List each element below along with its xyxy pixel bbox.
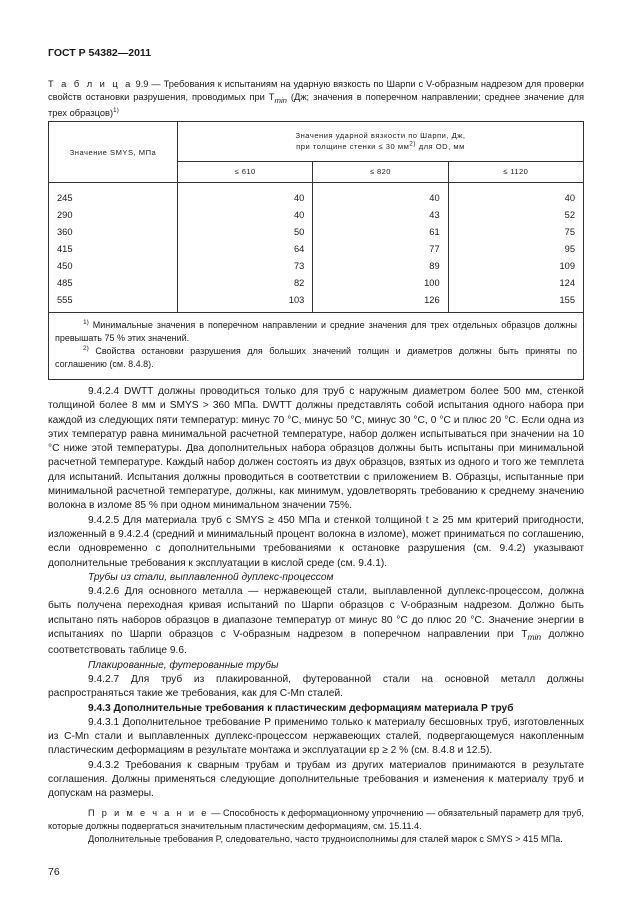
- cell-value: 126: [313, 291, 448, 313]
- cell-value: 64: [178, 240, 313, 257]
- cell-value: 61: [313, 223, 448, 240]
- footnote-2: [55, 345, 577, 371]
- col-header-smys: Значение SMYS, МПа: [49, 122, 178, 183]
- cell-smys: 485: [49, 274, 178, 291]
- cell-value: 77: [313, 240, 448, 257]
- cell-value: 43: [313, 206, 448, 223]
- cell-smys: 245: [49, 183, 178, 207]
- section-heading-9-4-3: 9.4.3 Дополнительные требования к пластическим деформациям материала P труб: [88, 702, 514, 714]
- table-row: [49, 274, 584, 291]
- cell-smys: 450: [49, 257, 178, 274]
- cell-value: 40: [178, 206, 313, 223]
- footnote-2-text: Свойства остановки разрушения для больших значений толщин и диаметров должны быть приняты по соглашению (см. 8.4.8).: [55, 346, 577, 369]
- col-header-group: [178, 122, 584, 162]
- note-text: — Способность к деформационному упрочнению — обязательный параметр для труб, которые должны подвергаться значительным пластическим деформациям, см. 15.11.4.: [48, 807, 584, 831]
- cell-smys: 290: [49, 206, 178, 223]
- subheading-duplex: Трубы из стали, выплавленной дуплекс-процессом: [88, 571, 334, 583]
- note-continuation: Дополнительные требования P, следовательно, часто трудноисполнимы для сталей марок с SMYS > 415 МПа.: [88, 833, 563, 844]
- footnote-2-mark: 2): [83, 345, 89, 352]
- cell-value: 73: [178, 257, 313, 274]
- caption-sub: min: [274, 95, 287, 105]
- note: [48, 807, 584, 833]
- body-text: [48, 385, 584, 846]
- caption-text: 9.9 — Требования к испытаниям на ударную вязкость по Шарпи с V-образным надрезом для проверки свойств остановки разрушения, проводимых при T: [48, 79, 584, 102]
- p4-text: 9.4.2.6 Для основного металла — нержавеющей стали, выплавленной дуплекс-процессом, должна быть получена переходная кривая испытаний по Шарпи образцов с V-образным надрезом. Должно быть испытано пять наборов образцов в диапазоне температур от минус 80 °С до плюс 20 °С. Значение энергии в испытаниях по Шарпи образцов с V-образным надрезом в поперечном направлении при T: [48, 586, 584, 641]
- group-header-a: Значения ударной вязкости по Шарпи, Дж,: [295, 131, 466, 141]
- footnote-1-text: Минимальные значения в поперечном направлении и средние значения для трех отдельных образцов должны превышать 75 % этих значений.: [55, 320, 577, 343]
- cell-value: 124: [448, 274, 583, 291]
- table-row: [49, 183, 584, 207]
- footnote-1: [55, 319, 577, 345]
- cell-value: 89: [313, 257, 448, 274]
- caption-sup: 1): [113, 106, 119, 114]
- cell-value: 103: [178, 291, 313, 313]
- cell-value: 40: [448, 183, 583, 207]
- p4-sub: min: [527, 632, 542, 643]
- cell-value: 95: [448, 240, 583, 257]
- cell-value: 155: [448, 291, 583, 313]
- subheader-610: ≤ 610: [178, 161, 313, 182]
- cell-value: 109: [448, 257, 583, 274]
- group-header-sup: 2): [409, 140, 417, 148]
- table-footnotes: [49, 313, 584, 380]
- cell-value: 40: [178, 183, 313, 207]
- paragraph-9-4-2-7: 9.4.2.7 Для труб из плакированной, футерованной стали на основной металл должны распространяться такие же требования, как для C-Mn сталей.: [48, 673, 584, 700]
- page-number: 76: [48, 866, 60, 878]
- group-header-c: для OD, мм: [416, 142, 465, 152]
- paragraph-9-4-2-5: 9.4.2.5 Для материала труб с SMYS ≥ 450 МПа и стенкой толщиной t ≥ 25 мм критерий пригодности, изложенный в 9.4.2.4 (средний и минимальный процент волокна в изломе), может приниматься по соглашению, если одновременно с дополнительными требованиями к остановке разрушения (см. 9.4.2) указывают дополнительные требования к эксплуатации в кислой среде (см. 9.4.1).: [48, 514, 584, 569]
- table-row: [49, 257, 584, 274]
- paragraph-9-4-2-4: 9.4.2.4 DWTT должны проводиться только для труб с наружным диаметром более 500 мм, стенкой толщиной более 8 мм и SMYS > 360 МПа. DWTT должны представлять собой испытания одного набора при каждой из следующих пяти температур: минус 70 °С, минус 50 °С, минус 30 °С, 0 °С и плюс 20 °С. Если одна из этих температур равна минимальной расчетной температуре, набор должен испытываться при значении на 10 °С ниже этой температуры. Два дополнительных набора образцов должны быть испытаны при минимальной расчетной температуре. Каждый набор должен состоять из двух образцов, взятых из одного и того же темплета для испытаний. Испытания должны проводиться в соответствии с приложением В. Образцы, испытанные при минимальной расчетной температуре, должны, как минимум, удовлетворять требованию к среднему значению волокна в изломе 85 % при одном минимальном значении 75%.: [48, 386, 584, 512]
- cell-value: 82: [178, 274, 313, 291]
- subheading-clad: Плакированные, футерованные трубы: [88, 659, 279, 671]
- table-row: [49, 206, 584, 223]
- document-header: ГОСТ Р 54382—2011: [48, 47, 152, 59]
- paragraph-9-4-3-2: 9.4.3.2 Требования к сварным трубам и трубам из других материалов принимаются в результате соглашения. Должны применяться следующие дополнительные требования и изменения к материалу труб и допускам на размеры.: [48, 759, 584, 800]
- subheader-1120: ≤ 1120: [448, 161, 583, 182]
- caption-label: Т а б л и ц а: [48, 79, 133, 89]
- cell-value: 50: [178, 223, 313, 240]
- cell-value: 52: [448, 206, 583, 223]
- footnote-1-mark: 1): [83, 319, 89, 326]
- paragraph-9-4-2-6: [48, 585, 584, 659]
- subheader-820: ≤ 820: [313, 161, 448, 182]
- p4-text-end: должно соответствовать таблице 9.6.: [48, 629, 584, 657]
- table-row: [49, 291, 584, 313]
- cell-smys: 555: [49, 291, 178, 313]
- cell-value: 75: [448, 223, 583, 240]
- charpy-table: [48, 121, 584, 380]
- table-row: [49, 223, 584, 240]
- cell-value: 100: [313, 274, 448, 291]
- note-label: П р и м е ч а н и е: [88, 807, 209, 818]
- cell-value: 40: [313, 183, 448, 207]
- caption-rest: (Дж; значения в поперечном направлении; среднее значение для трех образцов): [48, 92, 584, 118]
- table-row: [49, 240, 584, 257]
- cell-smys: 415: [49, 240, 178, 257]
- paragraph-9-4-3-1: 9.4.3.1 Дополнительное требование P применимо только к материалу бесшовных труб, изготовленных из C-Mn стали и выплавленных дуплекс-процессом нержавеющих сталей, подвергающемуся накопленным пластическим деформациям в результате монтажа и эксплуатации εp ≥ 2 % (см. 8.4.8 и 12.5).: [48, 716, 584, 757]
- cell-smys: 360: [49, 223, 178, 240]
- table-caption: [48, 78, 584, 120]
- group-header-b: при толщине стенки ≤ 30 мм: [296, 142, 410, 152]
